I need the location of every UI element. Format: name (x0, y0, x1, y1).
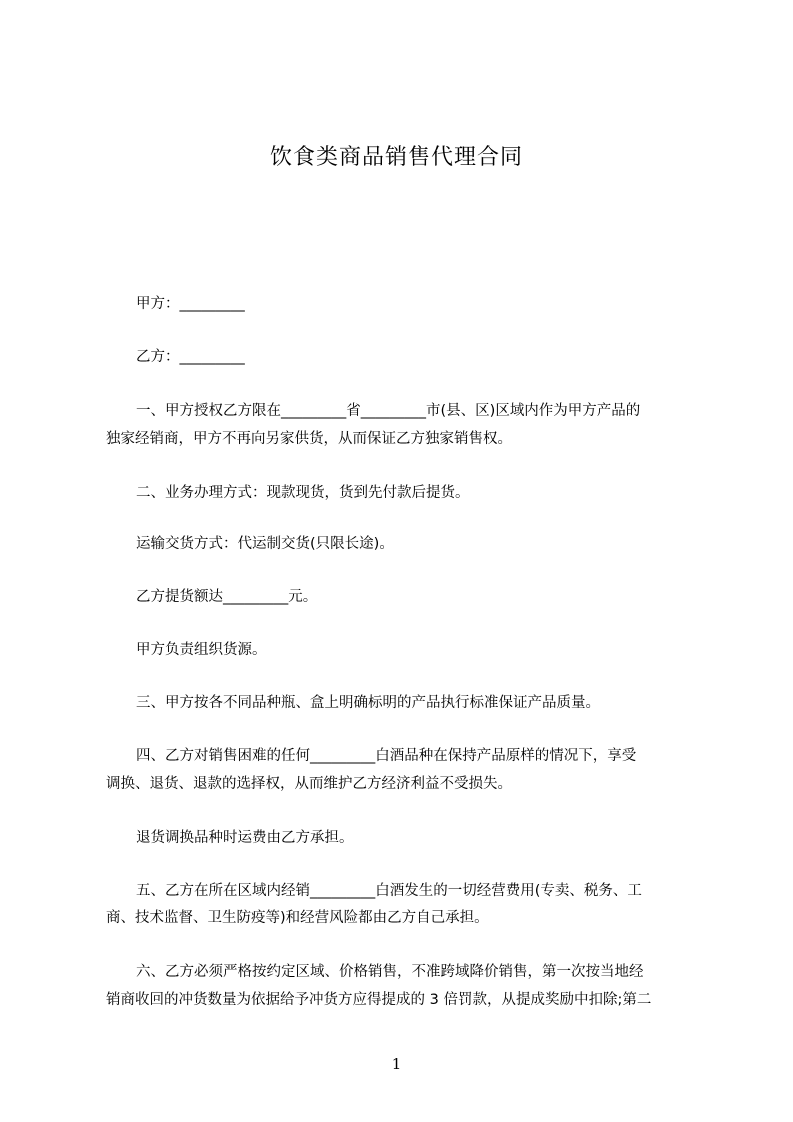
clause-4-line-1: 四、乙方对销售困难的任何_________白酒品种在保持产品原样的情况下，享受 (136, 748, 637, 764)
clause-1-line-2: 独家经销商，甲方不再向另家供货，从而保证乙方独家销售权。 (106, 431, 512, 447)
party-a-line: 甲方：_________ (136, 296, 245, 312)
clause-2: 二、业务办理方式：现款现货，货到先付款后提货。 (136, 485, 470, 501)
page-number: 1 (391, 1055, 402, 1073)
clause-1-line-1: 一、甲方授权乙方限在_________省_________市(县、区)区域内作为甲方产品的 (136, 403, 641, 419)
clause-5-line-2: 商、技术监督、卫生防疫等)和经营风险都由乙方自己承担。 (106, 910, 489, 926)
transport-method: 运输交货方式：代运制交货(只限长途)。 (136, 536, 394, 552)
return-freight: 退货调换品种时运费由乙方承担。 (136, 830, 354, 846)
clause-6-line-2: 销商收回的冲货数量为依据给予冲货方应得提成的 3 倍罚款，从提成奖励中扣除;第二 (106, 992, 652, 1008)
document-title: 饮食类商品销售代理合同 (269, 145, 523, 170)
clause-3: 三、甲方按各不同品种瓶、盒上明确标明的产品执行标准保证产品质量。 (136, 695, 600, 711)
party-b-line: 乙方：_________ (136, 349, 245, 365)
clause-5-line-1: 五、乙方在所在区域内经销_________白酒发生的一切经营费用(专卖、税务、工 (136, 883, 642, 899)
supply-note: 甲方负责组织货源。 (136, 642, 267, 658)
clause-6-line-1: 六、乙方必须严格按约定区域、价格销售，不准跨域降价销售，第一次按当地经 (136, 964, 644, 980)
pickup-amount: 乙方提货额达_________元。 (136, 589, 318, 605)
clause-4-line-2: 调换、退货、退款的选择权，从而维护乙方经济利益不受损失。 (106, 776, 512, 792)
